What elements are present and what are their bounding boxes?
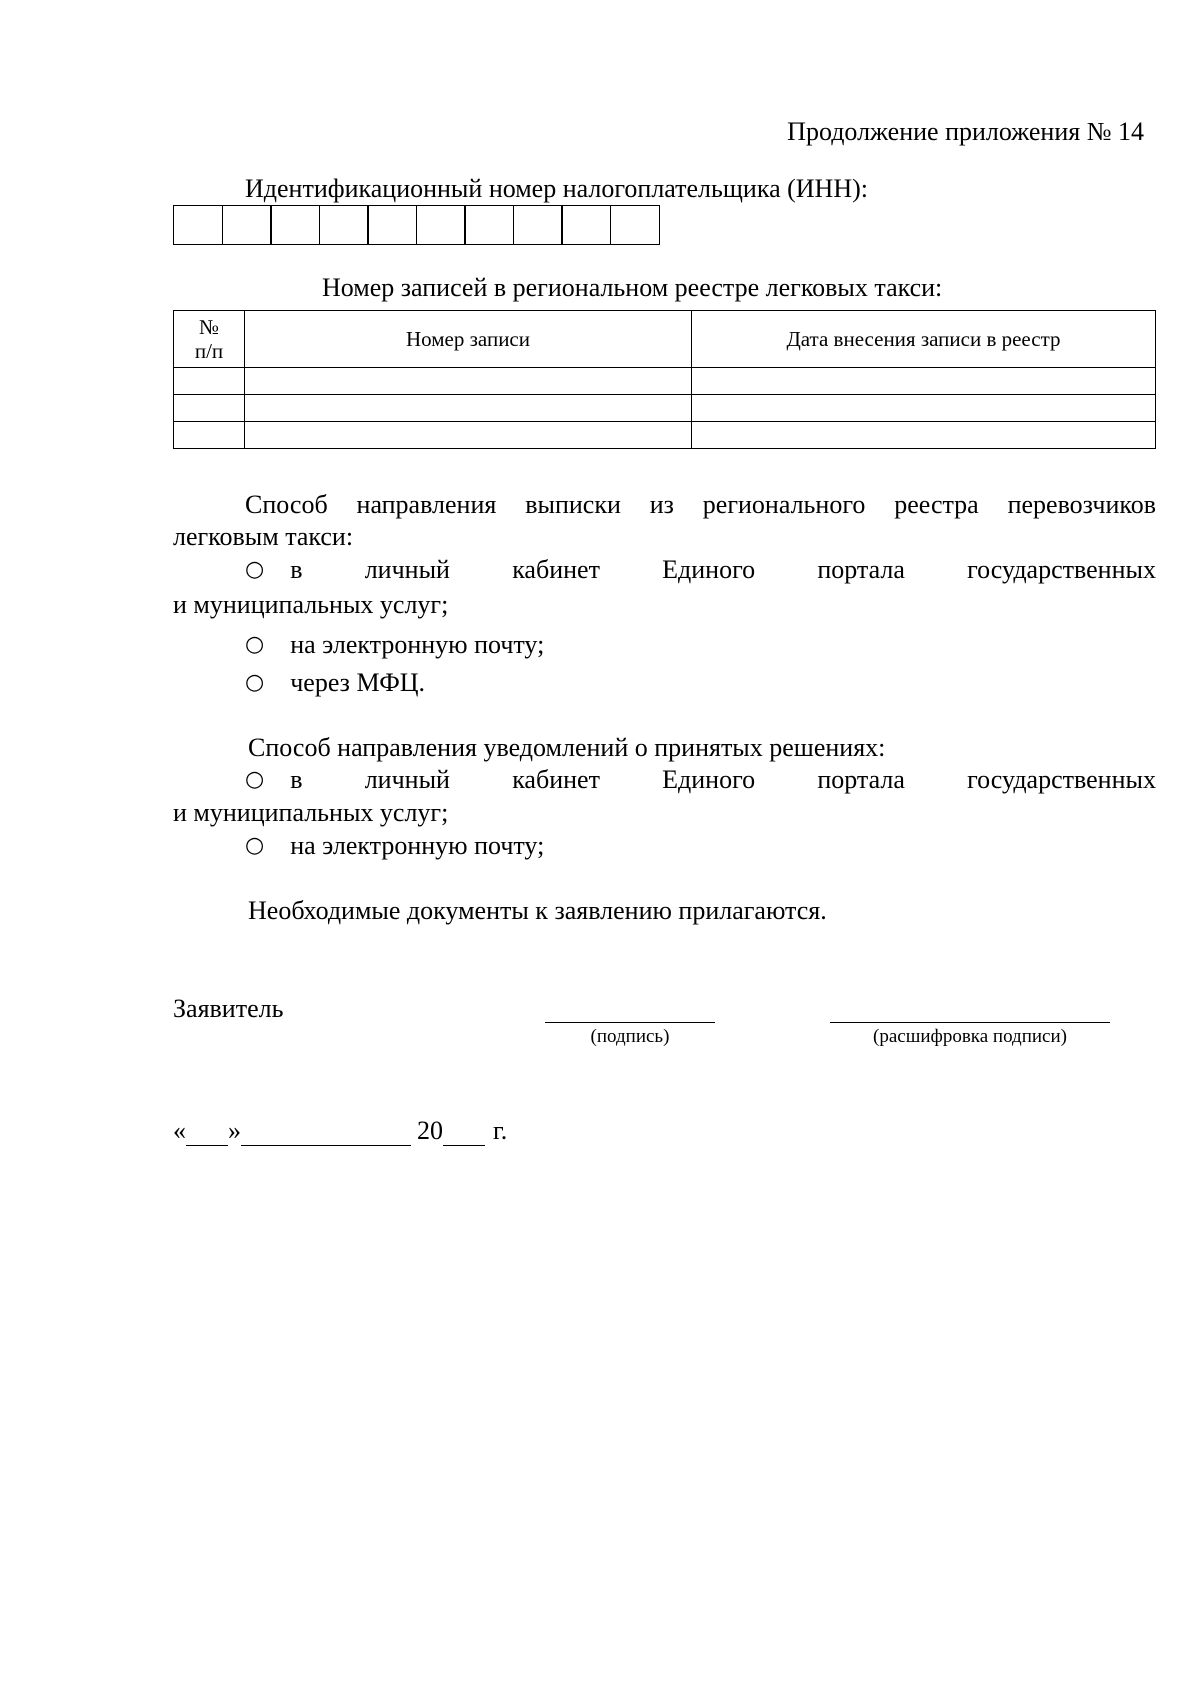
word: реестра	[894, 490, 979, 519]
inn-digit-box[interactable]	[222, 205, 272, 245]
table-cell[interactable]	[692, 395, 1156, 422]
word: государственных	[967, 555, 1156, 584]
inn-digit-box[interactable]	[367, 205, 417, 245]
notification-option-email[interactable]	[245, 831, 544, 861]
table-cell[interactable]	[692, 368, 1156, 395]
option-label: на электронную почту;	[290, 630, 545, 659]
table-cell[interactable]	[174, 422, 245, 449]
applicant-label: Заявитель	[173, 994, 284, 1023]
word: кабинет	[512, 765, 600, 794]
column-header-date: Дата внесения записи в реестр	[692, 311, 1156, 368]
word: личный	[364, 765, 450, 794]
registry-title: Номер записей в региональном реестре легковых такси:	[322, 273, 943, 302]
table-row	[174, 395, 1156, 422]
table-row	[174, 368, 1156, 395]
signature-decoding-line[interactable]	[830, 1022, 1110, 1023]
registry-table	[173, 310, 1156, 449]
radio-button-icon[interactable]: ○	[245, 767, 265, 792]
extract-option-mfc[interactable]	[245, 668, 425, 698]
option-label: через МФЦ.	[290, 668, 426, 697]
inn-digit-box[interactable]	[513, 205, 563, 245]
continuation-header: Продолжение приложения № 14	[787, 117, 1144, 146]
inn-digit-box[interactable]	[610, 205, 660, 245]
word: государственных	[967, 765, 1156, 794]
inn-digit-box[interactable]	[561, 205, 611, 245]
column-header-number-line2: п/п	[194, 339, 224, 363]
date-year-blank[interactable]	[443, 1121, 485, 1146]
extract-option-email[interactable]	[245, 630, 544, 660]
word: портала	[817, 765, 905, 794]
word: портала	[817, 555, 905, 584]
word: Единого	[662, 765, 756, 794]
word: регионального	[702, 490, 866, 519]
word: выписки	[525, 490, 621, 519]
word: из	[649, 490, 674, 519]
inn-input-boxes[interactable]	[173, 205, 660, 245]
date-year-suffix: г.	[493, 1116, 508, 1145]
radio-button-icon[interactable]: ○	[245, 557, 265, 582]
registry-table-header	[174, 311, 1156, 368]
documents-note: Необходимые документы к заявлению прилагаются.	[248, 896, 827, 925]
date-line	[173, 1116, 507, 1146]
inn-label: Идентификационный номер налогоплательщика (ИНН):	[245, 174, 868, 203]
radio-button-icon[interactable]: ○	[245, 632, 265, 657]
extract-option-portal-line2: и муниципальных услуг;	[173, 590, 449, 619]
extract-method-heading-line1	[245, 490, 1156, 520]
table-row	[174, 422, 1156, 449]
word: в	[290, 765, 303, 794]
table-cell[interactable]	[174, 395, 245, 422]
word: кабинет	[512, 555, 600, 584]
notification-option-portal[interactable]	[245, 765, 1156, 795]
radio-button-icon[interactable]: ○	[245, 833, 265, 858]
inn-digit-box[interactable]	[464, 205, 514, 245]
signature-line[interactable]	[545, 1022, 715, 1023]
word: Способ	[245, 490, 328, 519]
table-cell[interactable]	[245, 395, 692, 422]
signature-caption: (подпись)	[590, 1026, 670, 1047]
table-cell[interactable]	[692, 422, 1156, 449]
word: направления	[356, 490, 497, 519]
date-month-blank[interactable]	[241, 1121, 411, 1146]
date-open-quote: «	[173, 1116, 186, 1145]
radio-button-icon[interactable]: ○	[245, 670, 265, 695]
table-cell[interactable]	[245, 368, 692, 395]
table-cell[interactable]	[174, 368, 245, 395]
date-day-blank[interactable]	[186, 1121, 228, 1146]
table-cell[interactable]	[245, 422, 692, 449]
option-label: на электронную почту;	[290, 831, 545, 860]
inn-digit-box[interactable]	[270, 205, 320, 245]
date-year-prefix: 20	[417, 1116, 443, 1145]
inn-digit-box[interactable]	[173, 205, 223, 245]
column-header-number-line1: №	[198, 315, 220, 339]
date-close-quote: »	[228, 1116, 241, 1145]
word: в	[290, 555, 303, 584]
inn-digit-box[interactable]	[319, 205, 369, 245]
notification-method-heading: Способ направления уведомлений о принятых решениях:	[248, 733, 886, 762]
word: Единого	[662, 555, 756, 584]
word: личный	[364, 555, 450, 584]
extract-option-portal[interactable]	[245, 555, 1156, 585]
notification-option-portal-line2: и муниципальных услуг;	[173, 798, 449, 827]
column-header-number	[174, 311, 245, 368]
word: перевозчиков	[1007, 490, 1156, 519]
signature-decoding-caption: (расшифровка подписи)	[873, 1026, 1067, 1047]
inn-digit-box[interactable]	[416, 205, 466, 245]
column-header-record: Номер записи	[245, 311, 692, 368]
extract-method-heading-line2: легковым такси:	[173, 522, 354, 551]
